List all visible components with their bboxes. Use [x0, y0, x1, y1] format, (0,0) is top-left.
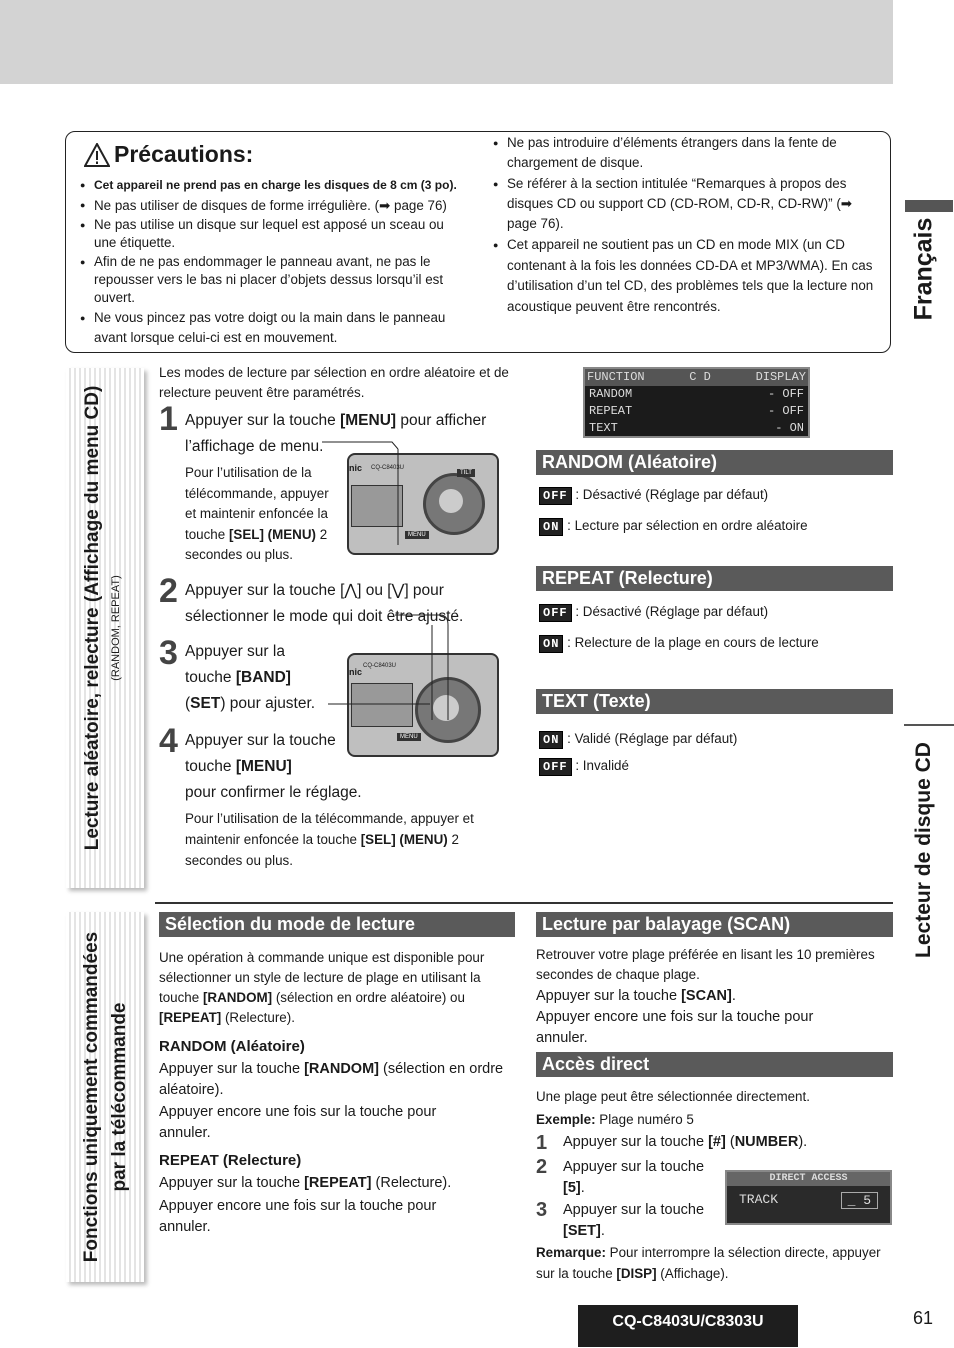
step-4-text: Appuyer sur la touche touche [MENU] pour confirmer le réglage.	[185, 732, 362, 801]
lcd-row: TEXT - ON	[589, 421, 804, 435]
step-2-text: Appuyer sur la touche [⋀] ou [⋁] pour sélectionner le mode qui doit être ajusté.	[185, 582, 464, 625]
text-on-row: ON : Validé (Réglage par défaut)	[539, 731, 737, 749]
menu-section-tab-sub: (RANDOM, REPEAT)	[110, 575, 122, 681]
on-badge: ON	[539, 731, 563, 749]
precautions-right-list	[493, 133, 878, 318]
selection-mode-text: Une opération à commande unique est disponible pour sélectionner un style de lecture de plage en utilisant la touche [RANDOM] (sélection en ordre aléatoire) ou [REPEAT] (Relecture).	[159, 950, 485, 1025]
selection-mode-header: Sélection du mode de lecture	[159, 912, 515, 937]
section-rule	[155, 902, 893, 904]
random-cancel-text: Appuyer encore une fois sur la touche pour annuler.	[159, 1104, 437, 1141]
language-bar	[905, 200, 953, 212]
step-number-2: 2	[159, 572, 178, 610]
off-badge: OFF	[539, 487, 572, 505]
random-off-row: OFF : Désactivé (Réglage par défaut)	[539, 487, 768, 505]
remote-tab-line2: par la télécommande	[109, 1002, 130, 1192]
list-item: ● Ne pas utiliser de disques de forme irrégulière. (➡ page 76)	[80, 196, 465, 215]
menu-section-tab	[66, 368, 144, 888]
top-gray-band	[0, 0, 893, 84]
step-4-note: Pour l’utilisation de la télécommande, appuyer et maintenir enfoncée la touche [SEL] (MENU) 2 secondes ou plus.	[185, 811, 474, 868]
section-divider	[904, 724, 954, 726]
on-badge: ON	[539, 635, 563, 653]
repeat-header: REPEAT (Relecture)	[536, 566, 893, 591]
step-1-note: Pour l’utilisation de la télécommande, appuyer et maintenir enfoncée la touche [SEL] (MENU) 2 secondes ou plus.	[185, 465, 329, 562]
precautions-left-list	[80, 176, 465, 349]
device-model: CQ-C8403U	[363, 663, 397, 669]
repeat-cancel-text: Appuyer encore une fois sur la touche pour annuler.	[159, 1198, 437, 1235]
direct-step-1-number: 1	[536, 1132, 548, 1154]
model-number-badge: CQ-C8403U/C8303U	[578, 1305, 798, 1347]
step-number-4: 4	[159, 722, 178, 760]
direct-step-2-text: Appuyer sur la touche [5].	[563, 1159, 705, 1196]
direct-access-header: Accès direct	[536, 1052, 893, 1077]
leader-lines	[320, 440, 460, 720]
on-badge: ON	[539, 518, 563, 536]
menu-button[interactable]: MENU	[397, 733, 421, 741]
list-item: ● Cet appareil ne soutient pas un CD en mode MIX (un CD contenant à la fois les données CD-DA et MP3/WMA). En cas d’utilisation d’un tel CD, des problèmes tels que la lecture non acoustique peuvent être rencontrés.	[493, 235, 878, 317]
device-model: CQ-C8403U	[371, 465, 405, 471]
direct-intro: Une plage peut être sélectionnée directement.	[536, 1089, 810, 1104]
repeat-subtitle: REPEAT (Relecture)	[159, 1152, 302, 1169]
list-item: ● Cet appareil ne prend pas en charge les disques de 8 cm (3 po).	[80, 176, 465, 195]
remote-tab-line1: Fonctions uniquement commandées	[81, 931, 102, 1263]
lcd-cd: C D	[689, 370, 711, 384]
random-subtitle: RANDOM (Aléatoire)	[159, 1038, 305, 1055]
menu-section-tab-title: Lecture aléatoire, relecture (Affichage du menu CD)	[82, 385, 103, 851]
lcd-function: FUNCTION	[587, 370, 645, 384]
text-off-row: OFF : Invalidé	[539, 758, 629, 776]
remote-section-tab	[66, 912, 144, 1282]
lcd-row: RANDOM - OFF	[589, 387, 804, 401]
scan-intro: Retrouver votre plage préférée en lisant les 10 premières secondes de chaque plage.	[536, 947, 875, 982]
scan-header: Lecture par balayage (SCAN)	[536, 912, 893, 937]
lcd-direct-title: DIRECT ACCESS	[727, 1172, 890, 1186]
list-item: ● Se référer à la section intitulée “Remarques à propos des disques CD ou support CD (CD-ROM, CD-R, CD-RW)” (➡ page 76).	[493, 174, 878, 234]
random-on-row: ON : Lecture par sélection en ordre aléatoire	[539, 518, 808, 536]
menu-button[interactable]: MENU	[405, 531, 429, 539]
direct-step-1-text: Appuyer sur la touche [#] (NUMBER).	[563, 1134, 808, 1150]
direct-access-lcd	[725, 1170, 892, 1225]
direct-step-2-number: 2	[536, 1156, 548, 1178]
off-badge: OFF	[539, 758, 572, 776]
page-number: 61	[913, 1308, 934, 1328]
direct-example: Exemple: Plage numéro 5	[536, 1112, 694, 1127]
precautions-title	[84, 141, 253, 168]
device-brand: nic	[349, 667, 363, 677]
device-brand: nic	[349, 463, 363, 473]
scan-cancel-text: Appuyer encore une fois sur la touche pour annuler.	[536, 1009, 814, 1046]
step-3-text: Appuyer sur la touche [BAND] (SET) pour ajuster.	[185, 643, 316, 712]
random-header: RANDOM (Aléatoire)	[536, 450, 893, 475]
menu-intro: Les modes de lecture par sélection en ordre aléatoire et de relecture peuvent être paramétrés.	[159, 365, 509, 400]
list-item: ● Ne vous pincez pas votre doigt ou la main dans le panneau avant lorsque celui-ci est en mouvement.	[80, 308, 465, 348]
direct-step-3-number: 3	[536, 1199, 548, 1221]
warning-icon	[84, 143, 110, 167]
cd-menu-lcd	[583, 367, 810, 438]
step-number-1: 1	[159, 400, 178, 438]
section-label: Lecteur de disque CD	[912, 742, 935, 958]
repeat-text: Appuyer sur la touche [REPEAT] (Relecture).	[159, 1175, 452, 1191]
direct-step-3-text: Appuyer sur la touche [SET].	[563, 1202, 705, 1239]
text-header: TEXT (Texte)	[536, 689, 893, 714]
list-item: ● Afin de ne pas endommager le panneau avant, ne pas le repousser vers le bas ni placer d’objets dessus lorsqu’il est ouvert.	[80, 253, 465, 307]
random-text: Appuyer sur la touche [RANDOM] (sélection en ordre aléatoire).	[159, 1061, 504, 1098]
lcd-display: DISPLAY	[755, 370, 806, 384]
lcd-track-row: TRACK _ 5	[727, 1186, 890, 1215]
step-number-3: 3	[159, 634, 178, 672]
lcd-header	[585, 369, 808, 386]
list-item: ● Ne pas utilise un disque sur lequel est apposé un sceau ou une étiquette.	[80, 216, 465, 252]
off-badge: OFF	[539, 604, 572, 622]
scan-text: Appuyer sur la touche [SCAN].	[536, 988, 736, 1004]
repeat-on-row: ON : Relecture de la plage en cours de lecture	[539, 635, 819, 653]
repeat-off-row: OFF : Désactivé (Réglage par défaut)	[539, 604, 768, 622]
language-label: Français	[909, 217, 938, 321]
step-1-text: Appuyer sur la touche [MENU] pour afficher l’affichage de menu.	[185, 412, 487, 455]
tilt-button[interactable]: TILT	[457, 469, 475, 477]
lcd-row: REPEAT - OFF	[589, 404, 804, 418]
direct-note: Remarque: Pour interrompre la sélection directe, appuyer sur la touche [DISP] (Affichage).	[536, 1245, 881, 1281]
list-item: ● Ne pas introduire d’éléments étrangers dans la fente de chargement de disque.	[493, 133, 878, 173]
precautions-title-text: Précautions:	[114, 141, 254, 167]
